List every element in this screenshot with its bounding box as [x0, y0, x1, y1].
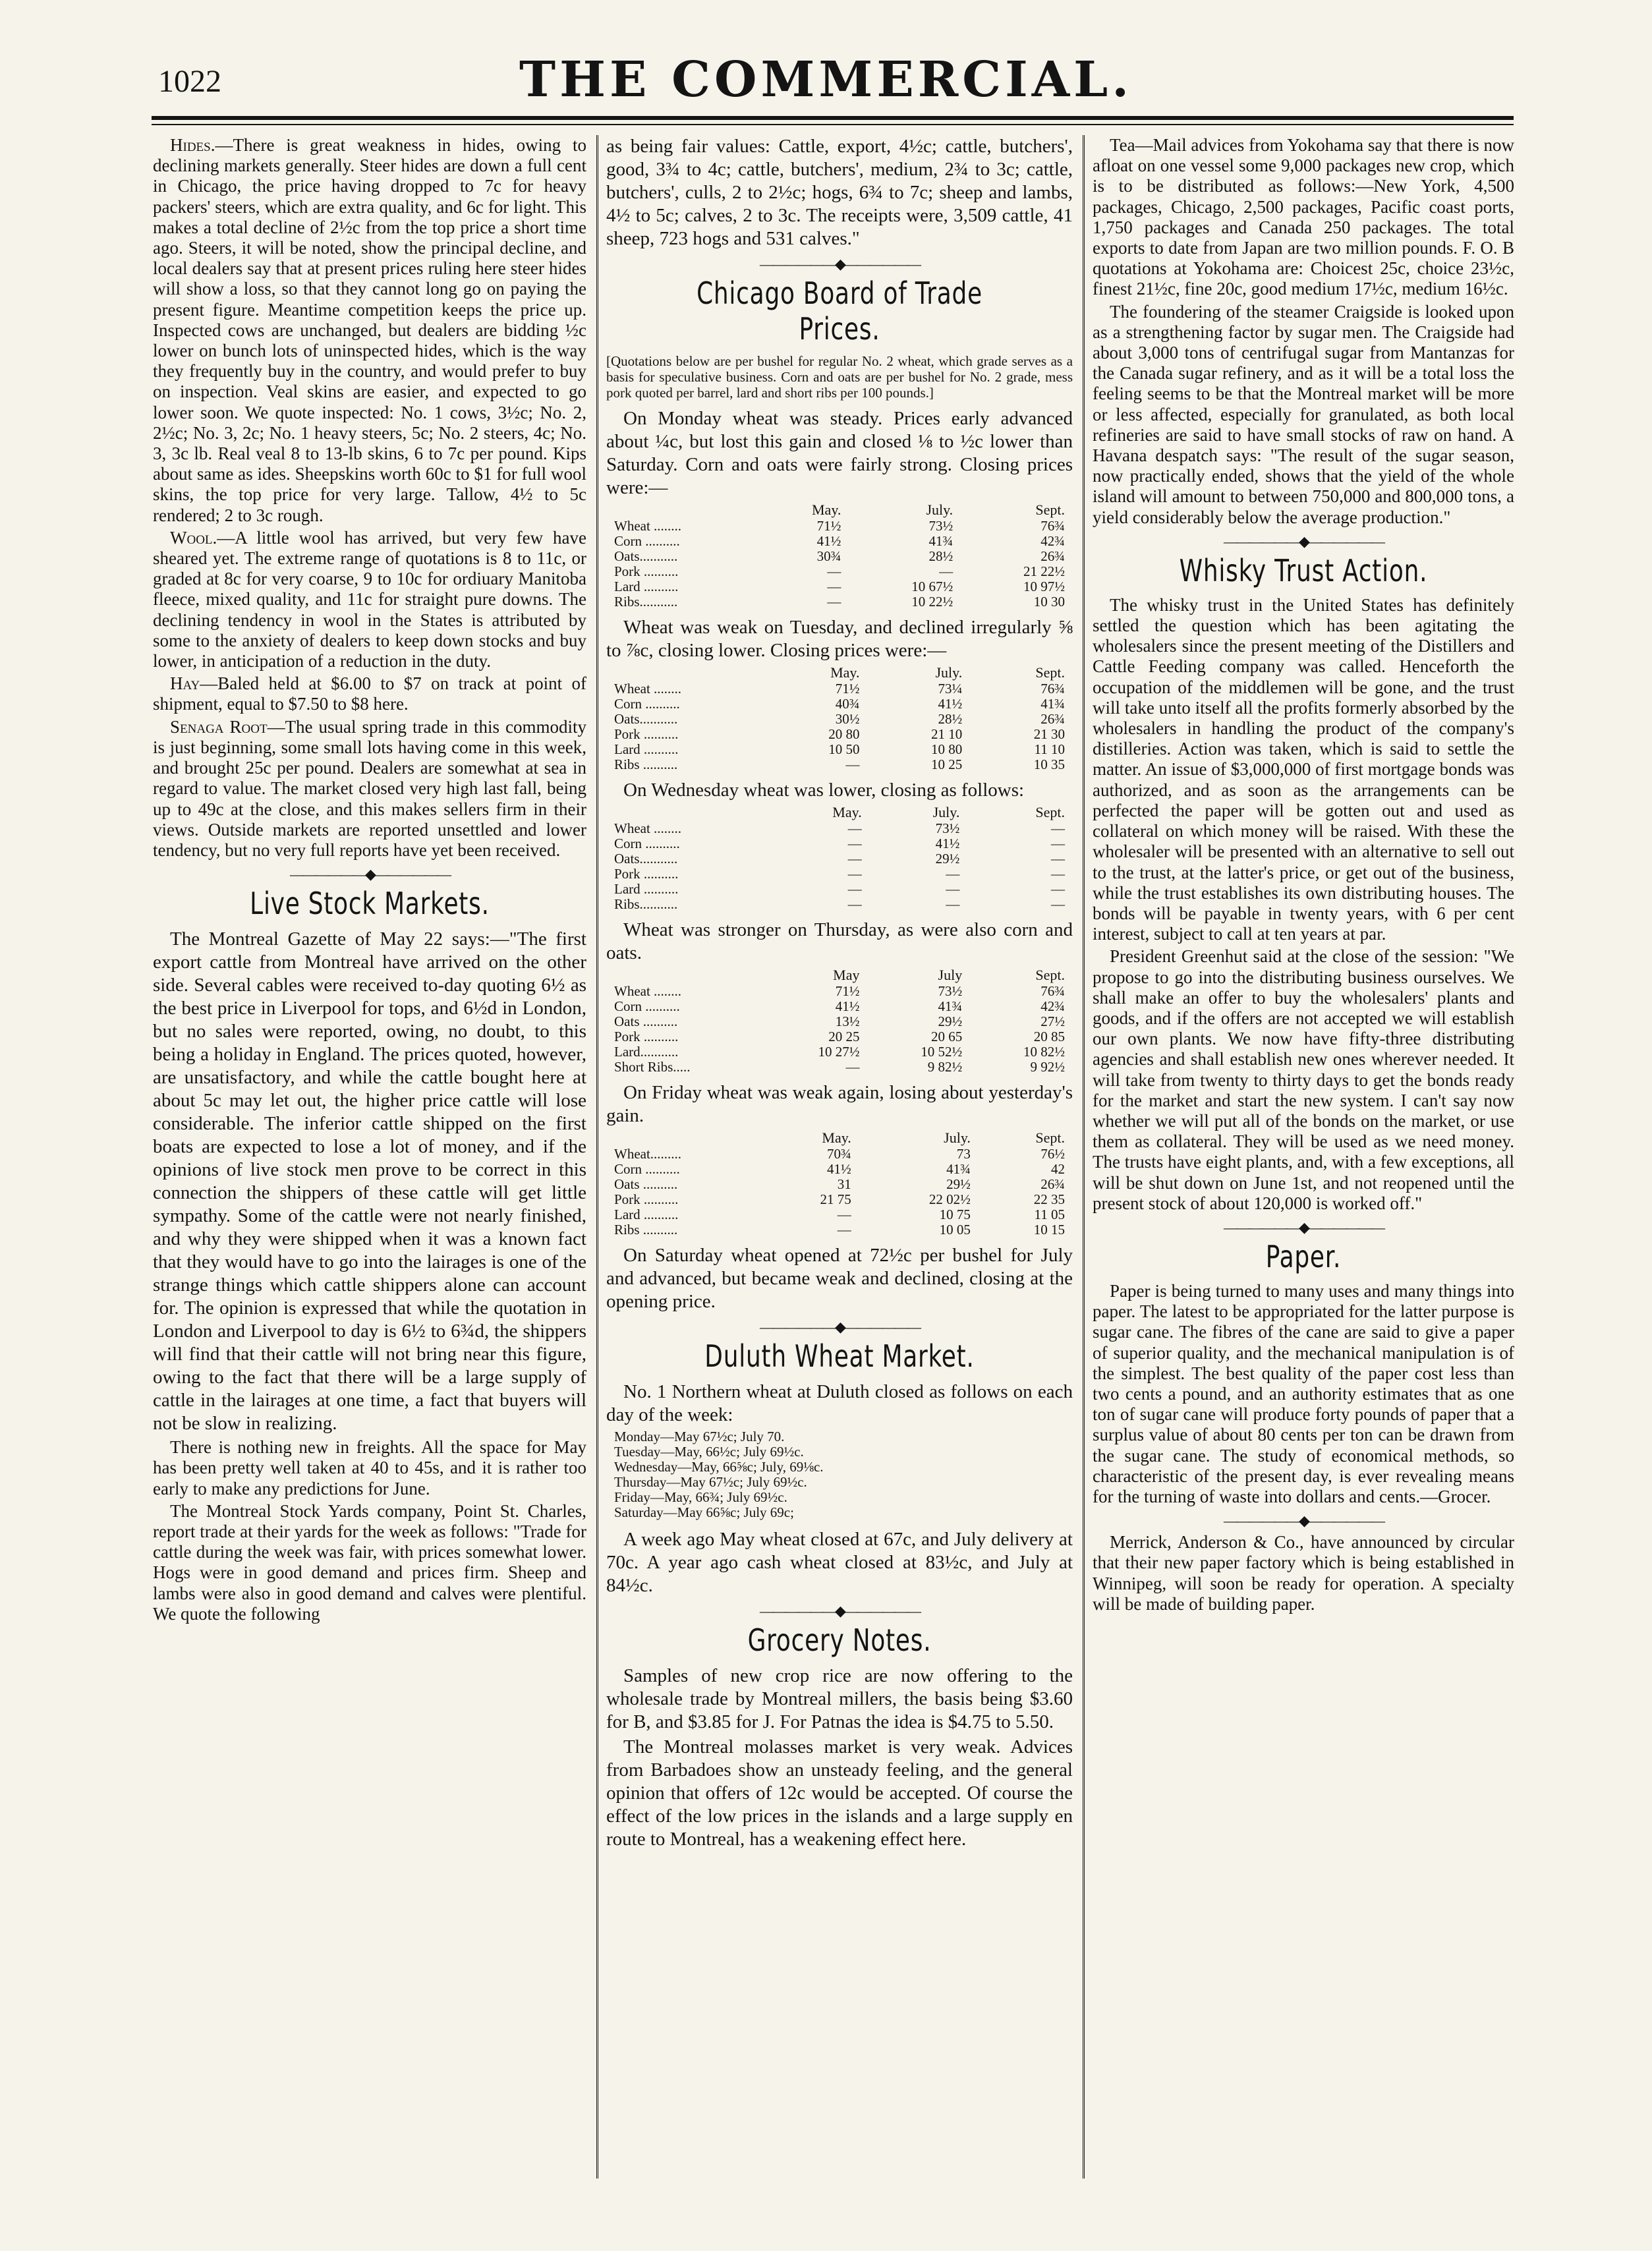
note-chicago: [Quotations below are per bushel for regular No. 2 wheat, which grade serves as a basis for speculative business. Corn and oats are per bushel for No. 2 grade, mess pork quoted per barrel, lard and short ribs per 100 pounds.]: [606, 353, 1073, 401]
table-header-row: [606, 967, 1073, 984]
table-cell: 73½: [928, 518, 954, 534]
table-cell: —: [827, 563, 841, 579]
heading-live-stock: Live Stock Markets.: [250, 886, 490, 922]
paragraph-grocery-1: Samples of new crop rice are now offering to the wholesale trade by Montreal millers, the basis being $3.60 for B, and $3.85 for J. For Patnas the idea is $4.75 to 5.50.: [606, 1665, 1073, 1732]
paragraph-duluth: No. 1 Northern wheat at Duluth closed as follows on each day of the week:: [606, 1381, 1073, 1425]
table-cell: 26¾: [1040, 548, 1065, 564]
column-header: Sept.: [1035, 967, 1065, 983]
table-cell: 73¼: [938, 681, 963, 697]
table-row: [606, 564, 1073, 579]
table-cell: Oats...........: [614, 548, 678, 564]
table-row: [606, 1147, 1073, 1162]
table-cell: 10 05: [939, 1222, 971, 1238]
heading-paper: Paper.: [1265, 1238, 1342, 1274]
table-cell: 10 52½: [921, 1044, 963, 1060]
table-cell: —: [847, 866, 862, 882]
table-cell: —: [827, 579, 841, 594]
table-cell: —: [1051, 836, 1065, 851]
table-cell: 28½: [938, 711, 963, 727]
table-header-row: [606, 665, 1073, 681]
table-cell: 40¾: [835, 696, 860, 712]
heading-grocery: Grocery Notes.: [747, 1622, 932, 1658]
table-cell: 42¾: [1040, 533, 1065, 549]
table-row: [606, 1060, 1073, 1075]
column-header: [606, 502, 765, 519]
paragraph-live-2: There is nothing new in freights. All the space for May has been pretty well taken at 40 to 45s, and it is rather too early to make any predictions for June.: [153, 1437, 586, 1498]
table-cell: 9 92½: [1030, 1059, 1065, 1075]
paragraph-thursday: Wheat was stronger on Thursday, as were also corn and oats.: [606, 919, 1073, 963]
page-number: 1022: [158, 64, 221, 99]
table-cell: Lard ..........: [614, 579, 679, 594]
table-cell: —: [847, 820, 862, 836]
table-cell: 10 30: [1033, 594, 1065, 610]
table-cell: 31: [837, 1176, 851, 1192]
table-cell: Wheat ........: [614, 983, 682, 999]
table-cell: 41½: [827, 1161, 851, 1177]
column-header: [606, 665, 765, 681]
paragraph-paper: Paper is being turned to many uses and many things into paper. The latest to be appropriated for the latter purpose is sugar cane. The fibres of the cane are said to give a paper of superior quality, and the mechanical manipulation is of the simplest. The best quality of the paper cost less than two cents a pound, and an authority estimates that as one ton of sugar cane will produce forty pounds of paper that a surplus value of about 80 cents per ton can be drawn from the sugar cane. The study of economical methods, so characteristic of the present day, is ever revealing means for the turning of waste into dollars and cents.—Grocer.: [1093, 1280, 1514, 1506]
paragraph-livestock-cont: as being fair values: Cattle, export, 4½c; cattle, butchers', good, 3¾ to 4c; cattle, butchers', medium, 2¾ to 3c; cattle, butchers', culls, 2 to 2½c; hogs, 6¾ to 7c; sheep and lambs, 4½ to 5c; calves, 2 to 3c. The receipts were, 3,509 cattle, 41 sheep, 723 hogs and 531 calves.": [606, 136, 1073, 249]
paragraph-wednesday: On Wednesday wheat was lower, closing as follows:: [623, 780, 1025, 801]
column-header: July.: [935, 664, 963, 681]
table-cell: 41½: [938, 696, 963, 712]
table-cell: 10 75: [939, 1207, 971, 1222]
paragraph-tuesday: Wheat was weak on Tuesday, and declined irregularly ⅝ to ⅞c, closing lower. Closing prices were:—: [606, 617, 1073, 661]
table-tuesday: [606, 665, 1073, 772]
table-cell: 70¾: [827, 1146, 851, 1162]
table-row: [606, 821, 1073, 836]
table-cell: 29½: [946, 1176, 971, 1192]
paragraph-tea: Tea—Mail advices from Yokohama say that there is now afloat on one vessel some 9,000 packages new crop, which is to be distributed as follows:—New York, 4,500 packages, Chicago, 2,500 packages, Pacific coast ports, 1,750 packages and Canada 250 packages. The total exports to date from Japan are two million pounds. F. O. B quotations at Yokohama are: Choicest 25c, choice 23½c, finest 21½c, fine 20c, good medium 17½c, medium 16½c.: [1093, 135, 1514, 299]
table-row: [606, 1044, 1073, 1060]
table-cell: 11 05: [1034, 1207, 1065, 1222]
table-cell: 10 80: [930, 741, 963, 757]
table-row: [606, 1162, 1073, 1177]
heading-whisky: Whisky Trust Action.: [1179, 552, 1428, 588]
table-cell: 11 10: [1034, 741, 1065, 757]
table-cell: Pork ..........: [614, 563, 679, 579]
table-row: [606, 579, 1073, 594]
table-cell: —: [845, 756, 860, 772]
table-cell: —: [1051, 820, 1065, 836]
heading-duluth: Duluth Wheat Market.: [704, 1338, 975, 1374]
column-2: [606, 135, 1073, 2179]
table-cell: Short Ribs.....: [614, 1059, 691, 1075]
table-cell: 76¾: [1040, 983, 1065, 999]
table-cell: 73: [956, 1146, 971, 1162]
table-cell: Corn ..........: [614, 696, 680, 712]
table-cell: —: [847, 881, 862, 897]
table-cell: Ribs...........: [614, 896, 678, 912]
table-cell: 20 85: [1033, 1029, 1065, 1044]
column-header: July.: [926, 501, 954, 518]
table-cell: 42¾: [1040, 998, 1065, 1014]
text-hides: —There is great weakness in hides, owing to declining markets generally. Steer hides are down a full cent in Chicago, the price having dropped to 7c for heavy packers' steers, which are extra quality, and 6c for light. This makes a total decline of 2½c from the top price a short time ago. Steers, it will be noted, show the principal decline, and local dealers say that at present prices ruling here steer hides will show a loss, so that they cannot long go on paying the present figure. Meantime competition keeps the price up. Inspected cows are unchanged, but dealers are bidding ½c lower on bunch lots of uninspected hides, which is the way they frequently buy in the country, and would prefer to buy on inspection. Veal skins are easier, and expected to go lower soon. We quote inspected: No. 1 cows, 3½c; No. 2, 2½c; No. 3, 2c; No. 1 heavy steers, 5c; No. 2 steers, 4c; No. 3, 3c lb. Real veal 8 to 13-lb skins, 6 to 7c per pound. Kips about same as ides. Sheepskins worth 60c to $1 for full wool skins, the top price for very large. Tallow, 4½ to 5c rendered; 2 to 3c rough.: [153, 135, 586, 525]
list-item: Thursday—May 67½c; July 69½c.: [614, 1474, 807, 1490]
section-ornament: ——————◆——————: [760, 1319, 919, 1335]
table-cell: 71½: [835, 983, 860, 999]
table-cell: Ribs ..........: [614, 1222, 678, 1238]
table-cell: —: [946, 881, 960, 897]
table-cell: 41½: [935, 836, 960, 851]
table-cell: Pork ..........: [614, 726, 679, 742]
table-thursday: [606, 967, 1073, 1075]
table-cell: —: [845, 1059, 860, 1075]
column-header: [606, 1130, 765, 1147]
table-monday: [606, 502, 1073, 610]
table-row: [606, 712, 1073, 727]
table-cell: 10 27½: [818, 1044, 860, 1060]
column-3: [1093, 135, 1514, 2179]
paragraph-hides: [153, 135, 586, 526]
text-wool: —A little wool has arrived, but very few have sheared yet. The extreme range of quotations is 8 to 11c, or graded at 8c for very coarse, 9 to 10c for ordiuary Manitoba fleece, mixed quality, and 11c for straight pure downs. The declining tendency in wool in the States is attributed by some to the anxiety of dealers to keep down stocks and buy lower, in anticipation of a reduction in the duty.: [153, 527, 586, 671]
table-cell: 26¾: [1040, 1176, 1065, 1192]
table-cell: 29½: [938, 1013, 963, 1029]
table-cell: 20 65: [930, 1029, 963, 1044]
table-cell: 13½: [835, 1013, 860, 1029]
table-row: [606, 1192, 1073, 1207]
table-cell: —: [1051, 896, 1065, 912]
table-cell: —: [837, 1207, 851, 1222]
text-hay: —Baled held at $6.00 to $7 on track at point of shipment, equal to $7.50 to $8 here.: [153, 673, 586, 714]
table-row: [606, 519, 1073, 534]
paragraph-friday: On Friday wheat was weak again, losing about yesterday's gain.: [606, 1082, 1073, 1126]
list-item: Tuesday—May, 66½c; July 69½c.: [614, 1444, 804, 1460]
column-header: Sept.: [1035, 501, 1065, 518]
paragraph-live-1: The Montreal Gazette of May 22 says:—"The first export cattle from Montreal have arrived on the other side. Several cables were received to-day quoting 6½ as the best price in Liverpool for tops, and 6½d in London, but no sales were reported, owing, no doubt, to this being a holiday in England. The prices quoted, however, are unsatisfactory, and while the cattle bought here at about 5c may let out, the higher price cattle will lose considerable. The inferior cattle shipped on the first boats are expected to lose a lot of money, and if the opinions of live stock men prove to be correct in this connection the shippers of these cattle will get little sympathy. Some of the cattle were not nearly finished, and why they were shipped when it was a known fact that they would have to go into the lairages is one of the strange things which cattle shippers alone can account for. The opinion is expressed that while the quotation in London and Liverpool to day is 6½ to 6¾d, the shippers will find that their cattle will not bring near this figure, owing to the fact that there will be a large supply of cattle in the lairages at one time, a fact that buyers will not be slow in realizing.: [153, 928, 586, 1435]
lead-hay: Hay: [170, 673, 200, 694]
table-cell: 10 82½: [1023, 1044, 1065, 1060]
table-cell: Lard...........: [614, 1044, 679, 1060]
paragraph-sugar: The foundering of the steamer Craigside is looked upon as a strengthening factor by sugar men. The Craigside had about 3,000 tons of centrifugal sugar from Mantanzas for the Canada sugar refinery, and as it will be a total loss the feeling seems to be that the Montreal market will be more or less affected, especially for granulated, as both local refineries are said to have small stocks of raw on hand. A Havana despatch says: "The result of the sugar season, now practically ended, shows that the yield of the whole island will amount to between 750,000 and 800,000 tons, a yield considerably below the average production.": [1093, 301, 1514, 527]
table-cell: 71½: [835, 681, 860, 697]
table-cell: 41¾: [938, 998, 963, 1014]
table-row: [606, 742, 1073, 757]
section-ornament: ——————◆——————: [1224, 532, 1383, 550]
table-cell: —: [1051, 881, 1065, 897]
table-cell: 20 80: [828, 726, 860, 742]
table-cell: 30½: [835, 711, 860, 727]
section-ornament: ——————◆——————: [1224, 1512, 1383, 1529]
table-header-row: [606, 502, 1073, 519]
header-rule-thin: [152, 124, 1514, 125]
table-cell: —: [847, 896, 862, 912]
table-cell: 21 30: [1033, 726, 1065, 742]
table-row: [606, 594, 1073, 610]
table-row: [606, 897, 1073, 912]
table-row: [606, 836, 1073, 851]
list-item: Friday—May, 66¾; July 69½c.: [614, 1489, 787, 1505]
table-cell: 9 82½: [927, 1059, 963, 1075]
table-cell: 28½: [928, 548, 954, 564]
table-cell: —: [939, 563, 954, 579]
heading-chicago: Chicago Board of Trade Prices.: [697, 275, 983, 347]
column-header: Sept.: [1035, 1129, 1065, 1146]
table-cell: 10 97½: [1023, 579, 1065, 594]
table-cell: 21 75: [820, 1191, 851, 1207]
table-cell: Corn ..........: [614, 1161, 680, 1177]
table-cell: 20 25: [828, 1029, 860, 1044]
column-header: May.: [832, 804, 862, 820]
table-cell: 27½: [1040, 1013, 1065, 1029]
table-row: [606, 882, 1073, 897]
table-row: [606, 549, 1073, 564]
table-cell: —: [1051, 866, 1065, 882]
table-cell: 41¾: [928, 533, 954, 549]
table-cell: Oats ..........: [614, 1176, 678, 1192]
table-cell: 22 35: [1033, 1191, 1065, 1207]
table-row: [606, 999, 1073, 1014]
table-cell: 73½: [938, 983, 963, 999]
table-cell: 41¾: [946, 1161, 971, 1177]
column-header: May.: [812, 501, 841, 518]
column-header: May.: [830, 664, 860, 681]
table-cell: Corn ..........: [614, 533, 680, 549]
table-cell: 10 67½: [911, 579, 954, 594]
table-row: [606, 1177, 1073, 1192]
table-row: [606, 1029, 1073, 1044]
table-row: [606, 851, 1073, 867]
table-cell: —: [847, 851, 862, 867]
table-row: [606, 867, 1073, 882]
section-ornament: ——————◆——————: [290, 866, 449, 883]
lead-senaga: Senaga Root: [170, 716, 268, 737]
table-row: [606, 984, 1073, 999]
list-item: Monday—May 67½c; July 70.: [614, 1429, 785, 1444]
table-cell: Oats...........: [614, 711, 678, 727]
table-cell: 41½: [835, 998, 860, 1014]
table-row: [606, 534, 1073, 549]
table-cell: 10 35: [1033, 756, 1065, 772]
table-cell: 41¾: [1040, 696, 1065, 712]
table-row: [606, 1207, 1073, 1222]
table-cell: 29½: [935, 851, 960, 867]
column-header: Sept.: [1035, 664, 1065, 681]
table-cell: —: [946, 866, 960, 882]
table-cell: Corn ..........: [614, 998, 680, 1014]
column-1: [153, 135, 586, 2179]
column-header: May: [833, 967, 860, 983]
table-cell: Wheat ........: [614, 681, 682, 697]
table-cell: Lard ..........: [614, 1207, 679, 1222]
column-separator: [596, 135, 598, 2179]
table-cell: Oats...........: [614, 851, 678, 867]
table-row: [606, 1014, 1073, 1029]
table-cell: 22 02½: [928, 1191, 971, 1207]
table-cell: Ribs ..........: [614, 756, 678, 772]
section-ornament: ——————◆——————: [760, 256, 919, 272]
paragraph-hay: [153, 673, 586, 714]
table-cell: 76½: [1040, 1146, 1065, 1162]
text-senaga: —The usual spring trade in this commodity is just beginning, some small lots having come in this week, and brought 25c per pound. Dealers are somewhat at sea in regard to value. The market closed very high last fall, being up to 49c at the close, and this makes sellers firm in their views. Outside markets are reported unsettled and lower tendency, but no very full reports have yet been received.: [153, 716, 586, 860]
table-row: [606, 727, 1073, 742]
table-cell: —: [946, 896, 960, 912]
paragraph-merrick: Merrick, Anderson & Co., have announced by circular that their new paper factory which is being established in Winnipeg, will soon be ready for operation. A specialty will be made of building paper.: [1093, 1532, 1514, 1614]
table-cell: 71½: [816, 518, 841, 534]
lead-hides: Hides.: [170, 135, 215, 155]
table-row: [606, 697, 1073, 712]
section-ornament: ——————◆——————: [1224, 1218, 1383, 1236]
table-cell: Corn ..........: [614, 836, 680, 851]
column-header: [606, 967, 765, 984]
table-cell: —: [1051, 851, 1065, 867]
paragraph-wool: [153, 528, 586, 671]
table-cell: 21 10: [930, 726, 963, 742]
column-header: [606, 805, 765, 821]
table-cell: Pork ..........: [614, 1191, 679, 1207]
table-cell: 76¾: [1040, 681, 1065, 697]
table-header-row: [606, 805, 1073, 821]
column-header: July: [938, 967, 963, 983]
table-cell: Wheat.........: [614, 1146, 682, 1162]
table-cell: —: [837, 1222, 851, 1238]
column-header: Sept.: [1035, 804, 1065, 820]
table-wednesday: [606, 805, 1073, 912]
table-cell: 21 22½: [1023, 563, 1065, 579]
table-cell: Wheat ........: [614, 518, 682, 534]
table-cell: Lard ..........: [614, 741, 679, 757]
column-header: May.: [822, 1129, 851, 1146]
table-cell: Oats ..........: [614, 1013, 678, 1029]
section-ornament: ——————◆——————: [760, 1603, 919, 1619]
paragraph-monday: On Monday wheat was steady. Prices early advanced about ¼c, but lost this gain and closed ⅛ to ½c lower than Saturday. Corn and oats were fairly strong. Closing prices were:—: [606, 408, 1073, 498]
table-cell: 41½: [816, 533, 841, 549]
table-cell: 10 22½: [911, 594, 954, 610]
column-header: July.: [944, 1129, 971, 1146]
table-cell: —: [827, 594, 841, 610]
table-cell: 10 15: [1033, 1222, 1065, 1238]
table-cell: Wheat ........: [614, 820, 682, 836]
table-header-row: [606, 1130, 1073, 1147]
header-rule: [152, 116, 1514, 120]
table-row: [606, 757, 1073, 772]
table-cell: 73½: [935, 820, 960, 836]
table-cell: —: [847, 836, 862, 851]
paragraph-whisky-2: President Greenhut said at the close of the session: "We propose to go into the distributing business ourselves. We shall make an offer to buy the wholesalers' plants and goods, and if the offers are not accepted we will establish our own plants. We now have fifty-three distributing agencies and shall establish new ones wherever needed. It will take from twenty to thirty days to get the bonds ready for the market and start the new system. I can't say now whether we will put all of the bonds on the market, or use them as collateral. They will be used as we need money. The trusts have eight plants, and, with a few exceptions, all will be shut down on June 1st, and not reopened until the present stock of about 120,000 is worked off.": [1093, 946, 1514, 1213]
table-cell: 42: [1051, 1161, 1065, 1177]
table-cell: Lard ..........: [614, 881, 679, 897]
column-separator: [1083, 135, 1085, 2179]
masthead: THE COMMERCIAL.: [519, 51, 1133, 108]
table-row: [606, 681, 1073, 697]
lead-wool: Wool.: [170, 527, 217, 548]
paragraph-senaga: [153, 717, 586, 861]
table-cell: 76¾: [1040, 518, 1065, 534]
table-friday: [606, 1130, 1073, 1238]
paragraph-duluth-2: A week ago May wheat closed at 67c, and July delivery at 70c. A year ago cash wheat closed at 83½c, and July at 84½c.: [606, 1529, 1073, 1596]
table-cell: 10 25: [930, 756, 963, 772]
table-cell: 10 50: [828, 741, 860, 757]
table-cell: Pork ..........: [614, 866, 679, 882]
list-item: Saturday—May 66⅝c; July 69c;: [614, 1504, 794, 1520]
paragraph-live-3: The Montreal Stock Yards company, Point St. Charles, report trade at their yards for the week as follows: "Trade for cattle during the week was fair, with prices somewhat lower. Hogs were in good demand and prices firm. Sheep and lambs were also in good demand and calves were plentiful. We quote the following: [153, 1500, 586, 1624]
column-header: July.: [932, 804, 960, 820]
paragraph-grocery-2: The Montreal molasses market is very weak. Advices from Barbadoes show an unsteady feeling, and the general opinion that offers of 12c would be accepted. Of course the effect of the low prices in the islands and a large supply en route to Montreal, has a weakening effect here.: [606, 1736, 1073, 1850]
list-item: Wednesday—May, 66⅝c; July, 69⅛c.: [614, 1459, 824, 1475]
duluth-list: [606, 1429, 1073, 1520]
table-cell: Pork ..........: [614, 1029, 679, 1044]
table-cell: 30¾: [816, 548, 841, 564]
table-cell: 26¾: [1040, 711, 1065, 727]
table-cell: Ribs...........: [614, 594, 678, 610]
paragraph-whisky-1: The whisky trust in the United States has definitely settled the question which has been agitating the wholesalers since the present meeting of the Distillers and Cattle Feeding company was called. Henceforth the occupation of the middlemen will be gone, and the trust will take unto itself all the profits formerly absorbed by the wholesalers in handling the product of the company's distilleries. Action was taken, which is said to settle the matter. An issue of $3,000,000 of first mortgage bonds was authorized, and as soon as the arrangements can be perfected the paper will be gotten out and used as collateral on which money will be raised. With these the wholesaler will be presented with an alternative to sell out to the trust, at the latter's price, or get out of the business, while the trust establishes its own distributing houses. The bonds will be payable in twenty years, with 6 per cent interest, subject to call at ten years at par.: [1093, 594, 1514, 944]
paragraph-saturday: On Saturday wheat opened at 72½c per bushel for July and advanced, but became weak and declined, closing at the opening price.: [606, 1245, 1073, 1312]
table-row: [606, 1222, 1073, 1238]
